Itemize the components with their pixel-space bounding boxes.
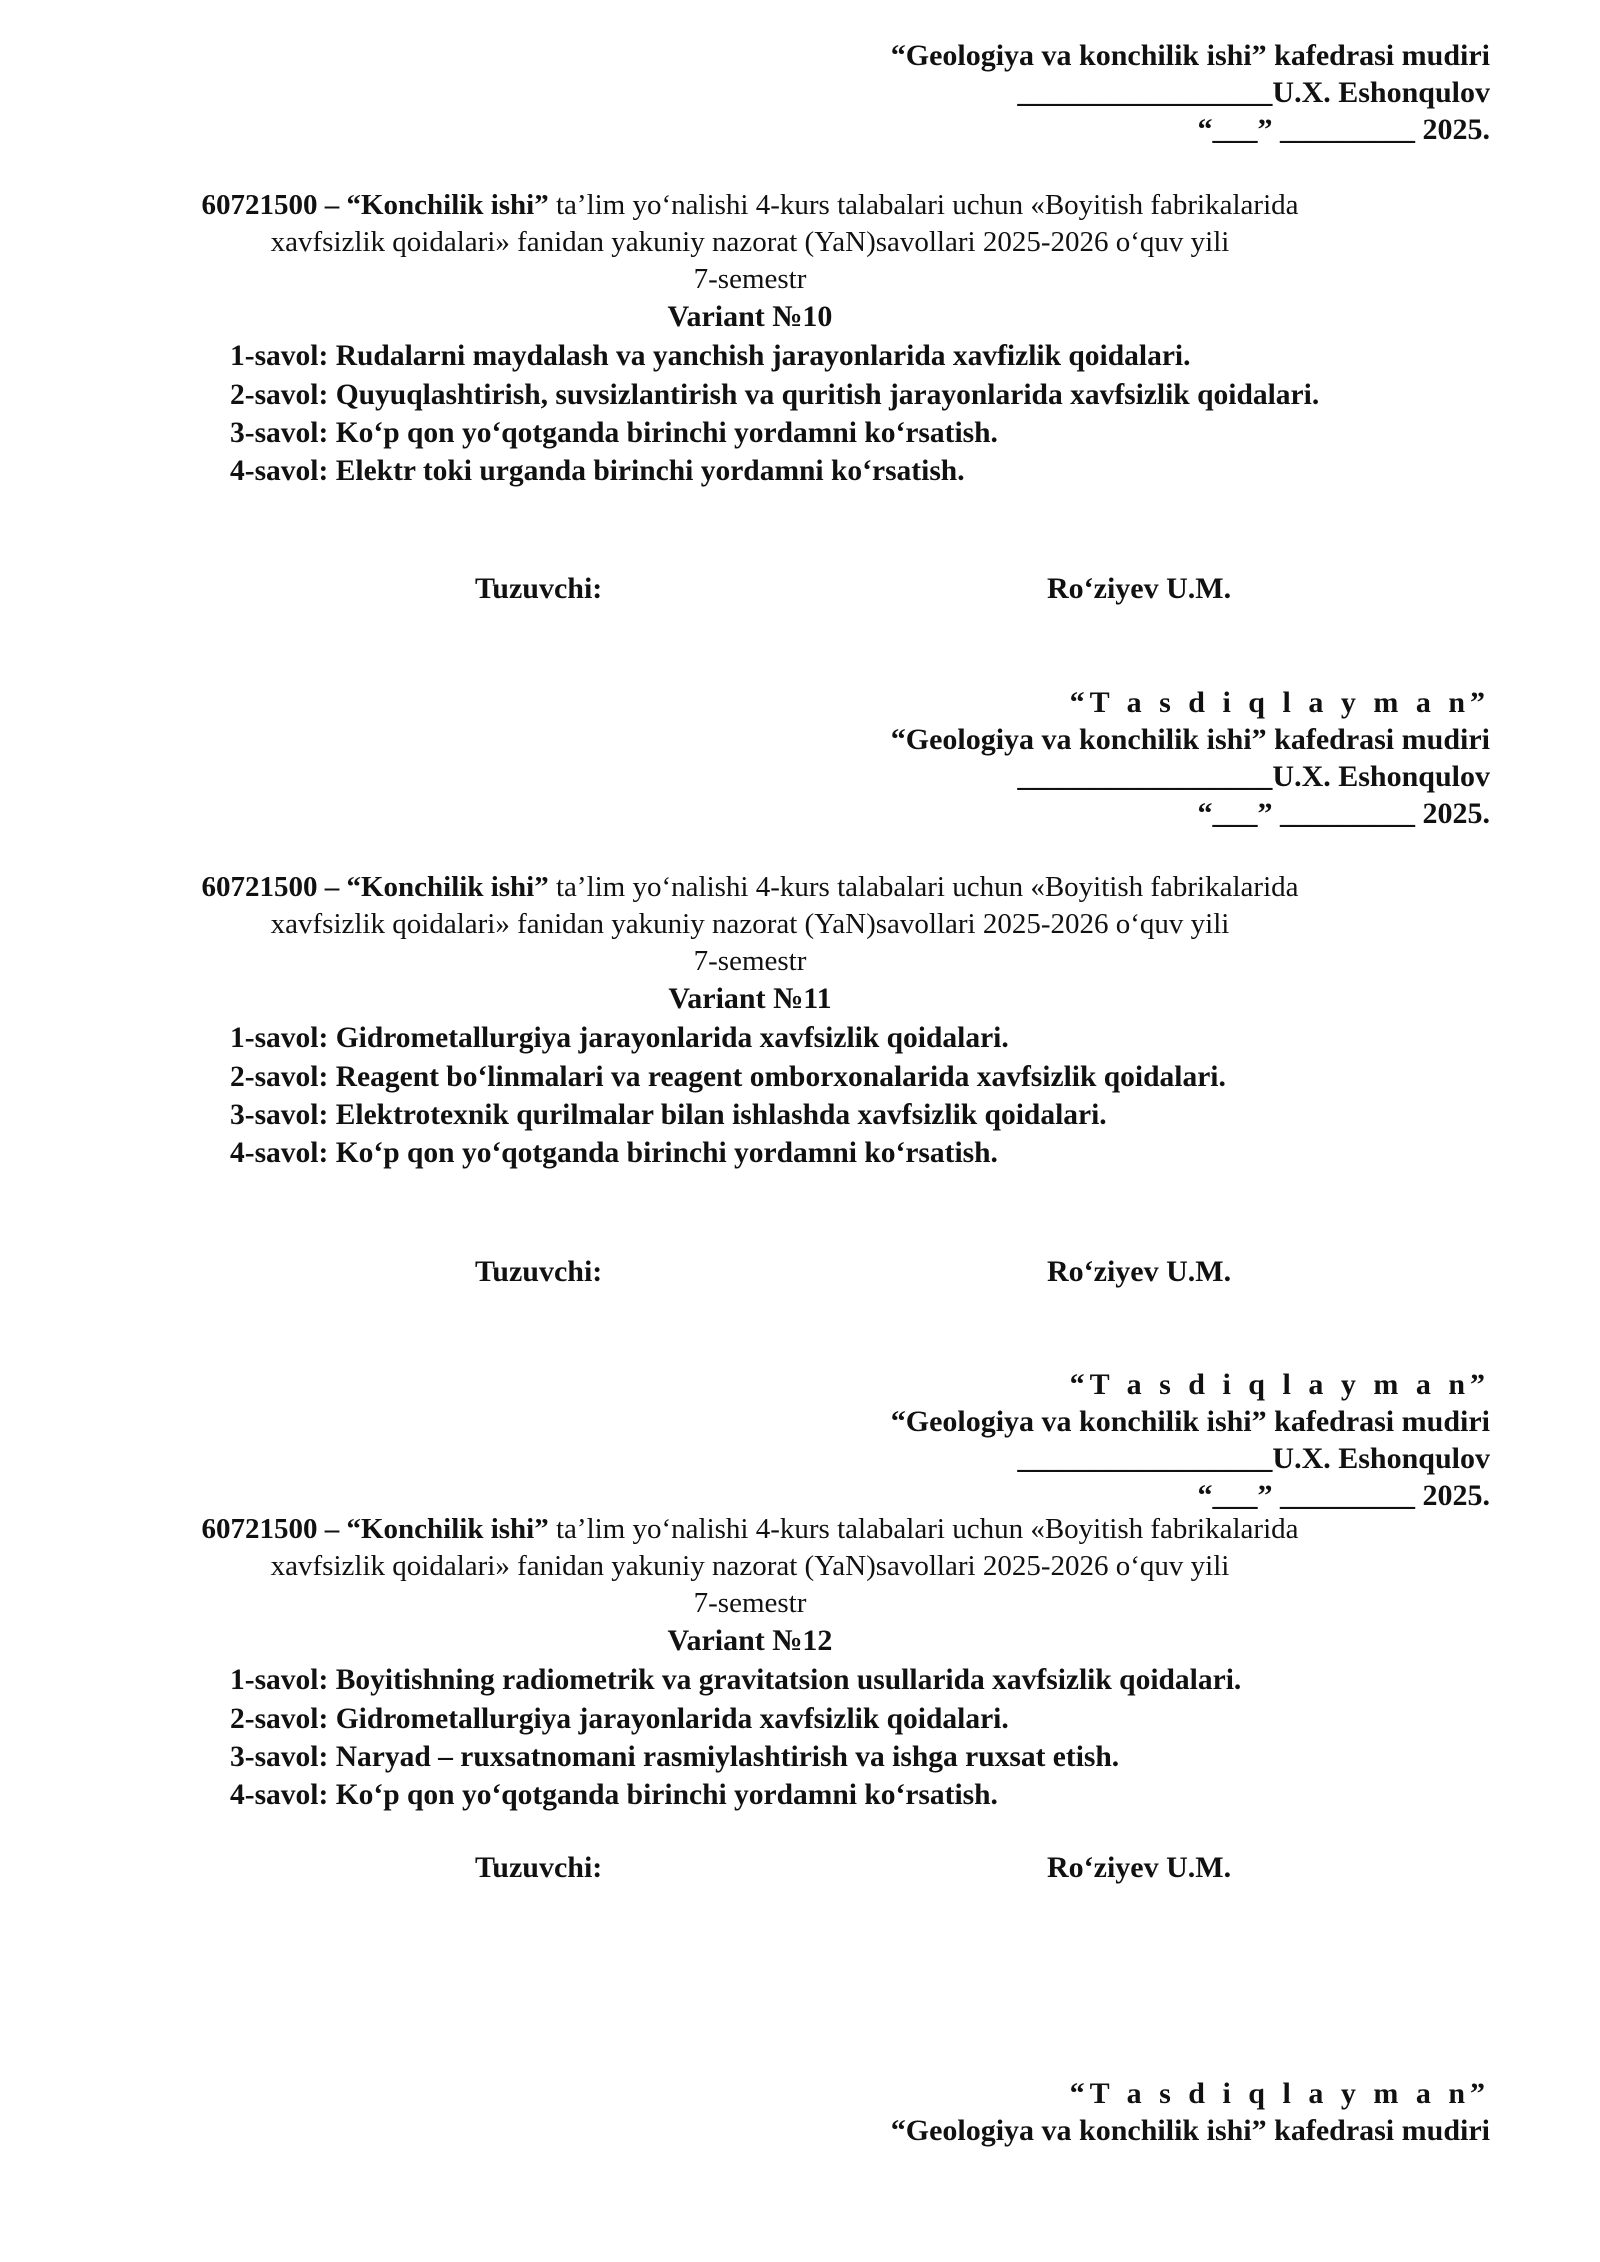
header-line-2: xavfsizlik qoidalari» fanidan yakuniy nazorat (YaN)savollari 2025-2026 o‘quv yili [270,1550,1230,1582]
header-line-2: xavfsizlik qoidalari» fanidan yakuniy nazorat (YaN)savollari 2025-2026 o‘quv yili [270,908,1230,940]
approval-date-line: “___” _________ 2025. [1197,113,1490,146]
variant-title: Variant №12 [667,1624,833,1657]
question-item: 2-savol: Reagent bo‘linmalari va reagent omborxonalarida xavfsizlik qoidalari. [230,1061,1226,1093]
approval-position: “Geologiya va konchilik ishi” kafedrasi mudiri [890,2114,1490,2147]
header-line-1: 60721500 – “Konchilik ishi” ta’lim yo‘nalishi 4-kurs talabalari uchun «Boyitish fabrikalarida [201,1513,1299,1545]
approval-signature-line: _________________U.X. Eshonqulov [1017,760,1490,793]
question-list-1 [230,336,1480,490]
question-list-3 [230,1660,1480,1814]
approval-block-4 [690,2075,1490,2149]
compiler-label: Tuzuvchi: [475,1851,603,1884]
header-line-1: 60721500 – “Konchilik ishi” ta’lim yo‘nalishi 4-kurs talabalari uchun «Boyitish fabrikalarida [201,871,1299,903]
header-line-1: 60721500 – “Konchilik ishi” ta’lim yo‘nalishi 4-kurs talabalari uchun «Boyitish fabrikalarida [201,189,1299,221]
variant-title: Variant №10 [667,300,833,333]
compiler-label: Tuzuvchi: [475,1255,603,1288]
question-item: 3-savol: Elektrotexnik qurilmalar bilan ishlashda xavfsizlik qoidalari. [230,1099,1107,1131]
approval-position: “Geologiya va konchilik ishi” kafedrasi mudiri [890,1405,1490,1438]
variant-title: Variant №11 [668,982,832,1015]
question-item: 3-savol: Ko‘p qon yo‘qotganda birinchi yordamni ko‘rsatish. [230,417,998,449]
question-item: 4-savol: Ko‘p qon yo‘qotganda birinchi yordamni ko‘rsatish. [230,1137,998,1169]
approval-signature-line: _________________U.X. Eshonqulov [1017,1442,1490,1475]
compiler-name: Ro‘ziyev U.M. [1047,1851,1232,1884]
exam-header-3 [200,1511,1300,1659]
header-line-3: 7-semestr [693,945,807,977]
question-item: 1-savol: Rudalarni maydalash va yanchish jarayonlarida xavfizlik qoidalari. [230,340,1191,372]
question-item: 1-savol: Boyitishning radiometrik va gravitatsion usullarida xavfsizlik qoidalari. [230,1664,1242,1696]
compiler-label: Tuzuvchi: [475,572,603,605]
approval-position: “Geologiya va konchilik ishi” kafedrasi mudiri [890,39,1490,72]
approval-date-line: “___” _________ 2025. [1197,1479,1490,1512]
header-line-3: 7-semestr [693,263,807,295]
approval-title: “T a s d i q l a y m a n” [1069,2077,1490,2110]
question-item: 1-savol: Gidrometallurgiya jarayonlarida xavfsizlik qoidalari. [230,1022,1009,1054]
header-line-3: 7-semestr [693,1587,807,1619]
exam-header-2 [200,869,1300,1017]
question-item: 2-savol: Quyuqlashtirish, suvsizlantirish va quritish jarayonlarida xavfsizlik qoidalari. [230,379,1320,411]
exam-header-1 [200,187,1300,335]
approval-title: “T a s d i q l a y m a n” [1069,686,1490,719]
approval-block-3 [690,1366,1490,1514]
compiler-name: Ro‘ziyev U.M. [1047,1255,1232,1288]
approval-title: “T a s d i q l a y m a n” [1069,1368,1490,1401]
question-item: 2-savol: Gidrometallurgiya jarayonlarida xavfsizlik qoidalari. [230,1703,1009,1735]
question-item: 3-savol: Naryad – ruxsatnomani rasmiylashtirish va ishga ruxsat etish. [230,1741,1120,1773]
question-list-2 [230,1018,1480,1172]
approval-block-1 [690,37,1490,148]
approval-block-2 [690,684,1490,832]
approval-date-line: “___” _________ 2025. [1197,797,1490,830]
compiler-name: Ro‘ziyev U.M. [1047,572,1232,605]
question-item: 4-savol: Ko‘p qon yo‘qotganda birinchi yordamni ko‘rsatish. [230,1779,998,1811]
header-line-2: xavfsizlik qoidalari» fanidan yakuniy nazorat (YaN)savollari 2025-2026 o‘quv yili [270,226,1230,258]
approval-position: “Geologiya va konchilik ishi” kafedrasi mudiri [890,723,1490,756]
question-item: 4-savol: Elektr toki urganda birinchi yordamni ko‘rsatish. [230,455,965,487]
approval-signature-line: _________________U.X. Eshonqulov [1017,76,1490,109]
